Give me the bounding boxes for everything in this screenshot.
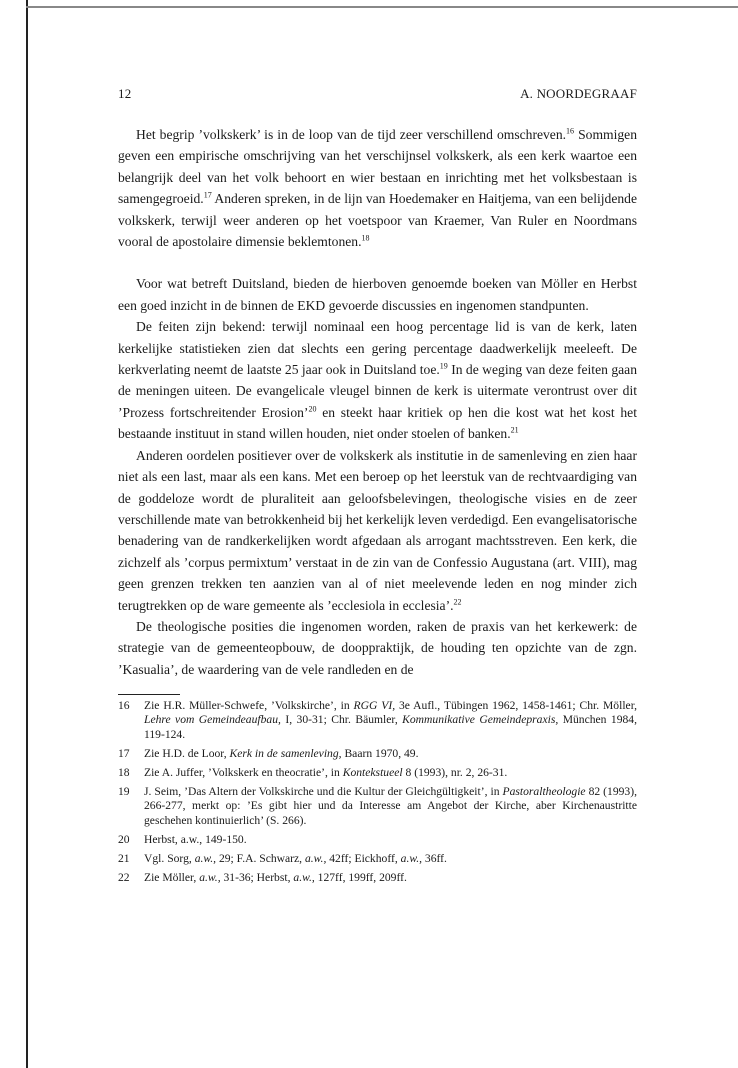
footnote [118, 747, 637, 761]
scan-left-edge [26, 0, 28, 1068]
footnote-number: 20 [118, 832, 130, 846]
body-text [118, 124, 637, 680]
footnote-text [144, 785, 637, 828]
footnotes [118, 699, 637, 885]
footnote [118, 785, 637, 828]
text-run: Vgl. Sorg, [144, 851, 195, 865]
footnote-number: 21 [118, 851, 130, 865]
footnote-text [144, 852, 637, 866]
body-paragraph [118, 316, 637, 444]
text-run: 29; F.A. Schwarz, [216, 851, 305, 865]
footnote-reference: 19 [439, 361, 448, 371]
running-head-author: A. NOORDEGRAAF [520, 86, 637, 101]
footnote-reference: 17 [203, 190, 212, 200]
footnote-reference: 21 [510, 425, 519, 435]
italic-text: a.w., [194, 851, 217, 865]
footnote-text [144, 871, 637, 885]
text-run: Zie H.R. Müller-Schwefe, ’Volkskirche’, in [144, 699, 354, 713]
footnote-reference: 22 [453, 597, 462, 606]
italic-text: Kontekstueel [342, 765, 403, 779]
footnote-reference: 16 [566, 126, 575, 136]
text-run: J. Seim, ’Das Altern der Volkskirche und die Kultur der Gleichgültigkeit’, in [144, 785, 503, 799]
text-run: 3e Aufl., Tübingen 1962, 1458-1461; Chr. Möller, [395, 699, 637, 713]
running-head [118, 86, 637, 106]
footnote-number: 19 [118, 785, 130, 799]
book-page [118, 86, 637, 890]
footnote-text [144, 833, 637, 847]
footnote-number: 22 [118, 871, 130, 885]
footnote [118, 871, 637, 885]
italic-text: Kerk in de samenleving, [229, 746, 342, 760]
footnote-text [144, 699, 637, 742]
body-paragraph [118, 445, 637, 616]
footnote-text [144, 766, 637, 780]
text-run: Anderen oordelen positiever over de volkskerk als institutie in de samenleving en zien haar niet als een last, maar als een kans. Met een beroep op het leerstuk van de rechtvaardiging van de goddeloze wordt de pluraliteit aan geloofsbelevingen, theologische visies en de zeer verschillende mate van betrokkenheid bij het kerkelijk leven verdedigd. Een evangelisatorische benadering van de randkerkelijken wordt afgedaan als arrogant machtsstreven. Een kerk, die zichzelf als ’corpus permixtum’ verstaat in de zin van de Confessio Augustana (art. VIII), mag geen grenzen trekken ten aanzien van al of niet meelevende leden en nog minder zich terugtrekken op de ware gemeente als ’ecclesiola in ecclesia’. [118, 447, 637, 613]
text-run: 82 (1993), 266-277, merkt op: ’Es gibt hier und da Interesse am Angebot der Kirche, aber Kirchenaustritte geschehen kontinuierlich’ (S. 266). [144, 785, 637, 827]
footnote-number: 16 [118, 699, 130, 713]
footnote-reference: 20 [308, 404, 317, 414]
italic-text: Lehre vom Gemeindeaufbau, [144, 713, 281, 727]
text-run: De feiten zijn bekend: terwijl nominaal een hoog percentage lid is van de kerk, laten kerkelijke statistieken zien dat slechts een gering percentage daadwerkelijk meeleeft. De kerkverlating neemt de laatste 25 jaar ook in Duitsland toe. [118, 319, 637, 378]
text-run: De theologische posities die ingenomen worden, raken de praxis van het kerkewerk: de strategie van de gemeenteopbouw, de dooppraktijk, de houding ten opzichte van de zgn. ’Kasualia’, de waardering van de vele randleden en de [118, 618, 637, 677]
body-paragraph [118, 616, 637, 680]
italic-text: RGG VI, [353, 699, 396, 713]
text-run: I, 30-31; Chr. Bäumler, [280, 713, 403, 727]
text-run: 31-36; Herbst, [220, 871, 294, 885]
body-paragraph [118, 124, 637, 252]
text-run: 127ff, 199ff, 209ff. [314, 871, 407, 885]
italic-text: a.w., [293, 871, 315, 885]
text-run: Het begrip ’volkskerk’ is in de loop van de tijd zeer verschillend omschreven. [136, 127, 567, 142]
text-run: Zie H.D. de Loor, [144, 746, 230, 760]
text-run: Anderen spreken, in de lijn van Hoedemaker en Haitjema, van een belijdende volkskerk, terwijl weer anderen op het voetspoor van Kraemer, Van Ruler en Noordmans vooral de apostolaire dimensie beklemtonen. [118, 191, 637, 250]
text-run: 42ff; Eickhoff, [326, 851, 401, 865]
text-run: In de weging van deze feiten gaan de meningen uiteen. De evangelicale vleugel binnen de kerk is uitermate verontrust over dit ’Prozess fortschreitender Erosion’ [118, 362, 637, 420]
footnote-number: 17 [118, 746, 130, 760]
footnote [118, 766, 637, 780]
italic-text: Pastoraltheologie [502, 785, 586, 799]
footnote-text [144, 747, 637, 761]
footnote-number: 18 [118, 765, 130, 779]
italic-text: a.w., [199, 871, 221, 885]
page-number: 12 [118, 86, 132, 101]
italic-text: a.w., [400, 851, 423, 865]
footnote-reference: 18 [361, 233, 370, 243]
text-run: Zie A. Juffer, ’Volkskerk en theocratie’, in [144, 765, 343, 779]
text-run: en steekt haar kritiek op hen die kost wat het kost het bestaande instituut in stand willen houden, niet onder stoelen of banken. [118, 404, 637, 442]
scan-top-edge [26, 6, 738, 8]
text-run: Herbst, a.w., 149-150. [144, 832, 247, 846]
italic-text: a.w., [304, 851, 327, 865]
text-run: Voor wat betreft Duitsland, bieden de hierboven genoemde boeken van Möller en Herbst een goed inzicht in de binnen de EKD gevoerde discussies en ingenomen standpunten. [118, 276, 637, 313]
italic-text: Kommunikative Gemeindepraxis, [402, 713, 559, 727]
footnote-separator [118, 694, 180, 695]
text-run: Zie Möller, [144, 871, 200, 885]
text-run: München 1984, 119-124. [144, 713, 638, 741]
text-run: Sommigen geven een empirische omschrijving van het verschijnsel volkskerk, als een kerk waartoe een belangrijk deel van het volk behoort en wier bestaan en inrichting met het volksbestaan is samengegroeid. [118, 127, 637, 207]
footnote [118, 699, 637, 742]
footnote [118, 852, 637, 866]
text-run: 8 (1993), nr. 2, 26-31. [402, 765, 508, 779]
text-run: 36ff. [422, 851, 447, 865]
body-paragraph [118, 273, 637, 316]
text-run: Baarn 1970, 49. [341, 746, 419, 760]
footnote [118, 833, 637, 847]
